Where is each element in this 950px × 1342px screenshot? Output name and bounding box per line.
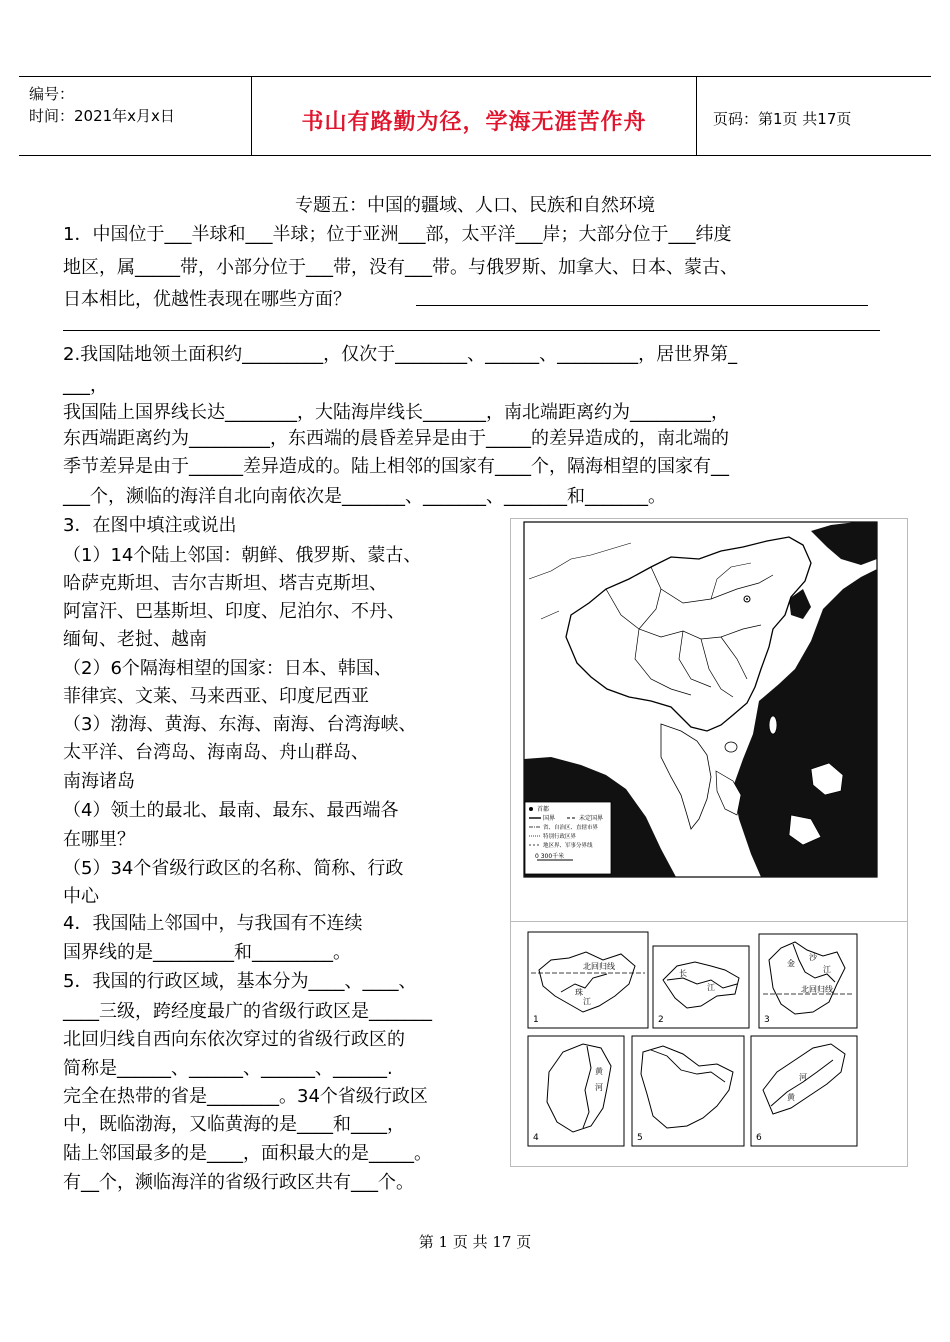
label-huang: 黄 — [595, 1067, 603, 1076]
q1-line: 日本相比，优越性表现在哪些方面？ — [63, 289, 351, 310]
label-he: 河 — [799, 1073, 807, 1082]
q1-line: 地区，属_____带，小部分位于___带，没有___带。与俄罗斯、加拿大、日本、蒙古、 — [63, 257, 738, 278]
legend-province-border: 省、自治区、直辖市界 — [543, 825, 599, 831]
q1-line: 1．中国位于___半球和___半球；位于亚洲___部，太平洋___岸；大部分位于___纬度 — [63, 224, 732, 245]
label-tropic: 北回归线 — [583, 962, 615, 971]
q2-line: 东西端距离约为_________，东西端的晨昏差异是由于_____的差异造成的，南北端的 — [63, 428, 729, 449]
header-meta-cell — [19, 77, 252, 155]
river-map-3 — [759, 934, 857, 1028]
river-maps — [511, 922, 907, 1166]
label-huang: 黄 — [787, 1093, 795, 1102]
river-maps-figure — [510, 921, 908, 1167]
q3-line: （4）领土的最北、最南、最东、最西端各 — [63, 800, 399, 821]
legend-sar-border: 特别行政区界 — [543, 834, 577, 840]
q5-line: 北回归线自西向东依次穿过的省级行政区的 — [63, 1029, 405, 1050]
q4-line: 国界线的是_________和_________。 — [63, 942, 351, 963]
map-number: 2 — [658, 1015, 664, 1025]
q3-line: 太平洋、台湾岛、海南岛、舟山群岛、 — [63, 742, 369, 763]
serial-label: 编号： — [29, 85, 75, 103]
q3-line: 哈萨克斯坦、吉尔吉斯坦、塔吉克斯坦、 — [63, 573, 387, 594]
map-number: 3 — [764, 1015, 770, 1025]
q3-line: 缅甸、老挝、越南 — [63, 629, 207, 650]
q3-line: （5）34个省级行政区的名称、简称、行政 — [63, 858, 404, 879]
q3-line: 中心 — [63, 886, 99, 907]
q3-line: 3．在图中填注或说出 — [63, 515, 237, 536]
map-number: 4 — [533, 1133, 539, 1143]
river-map-6 — [751, 1036, 857, 1146]
q5-line: 5．我国的行政区域，基本分为____、____、 — [63, 971, 417, 992]
header-motto-cell — [252, 77, 697, 155]
header-page-cell — [697, 77, 931, 155]
label-chang: 长 — [679, 969, 687, 978]
q2-line: 我国陆上国界线长达________，大陆海岸线长_______，南北端距离约为_________， — [63, 402, 729, 423]
q3-line: 阿富汗、巴基斯坦、印度、尼泊尔、不丹、 — [63, 601, 405, 622]
map-number: 1 — [533, 1015, 539, 1025]
map-number: 6 — [756, 1133, 762, 1143]
river-map-1 — [528, 932, 648, 1028]
answer-blank — [416, 305, 868, 306]
label-zhu: 珠 — [575, 988, 583, 997]
q5-line: 有__个，濒临海洋的省级行政区共有___个。 — [63, 1172, 414, 1193]
label-jiang: 江 — [823, 965, 831, 974]
label-tropic: 北回归线 — [801, 985, 833, 994]
label-sha: 沙 — [809, 953, 817, 962]
q2-line: ___个，濒临的海洋自北向南依次是_______、_______、_______和_______。 — [63, 486, 666, 507]
river-map-2 — [653, 946, 749, 1028]
answer-blank — [63, 330, 880, 331]
q5-line: 陆上邻国最多的是____，面积最大的是_____。 — [63, 1143, 432, 1164]
q5-line: 完全在热带的省是________。34个省级行政区 — [63, 1086, 428, 1107]
q5-line: 简称是______、______、______、______. — [63, 1058, 393, 1079]
q3-line: 南海诸岛 — [63, 771, 135, 792]
q3-line: 在哪里？ — [63, 829, 135, 850]
legend-scale: 0 300千米 — [535, 853, 565, 860]
q5-line: 中，既临渤海，又临黄海的是____和____， — [63, 1114, 405, 1135]
page-info: 页码：第1页 共17页 — [713, 110, 852, 128]
q3-line: （1）14个陆上邻国：朝鲜、俄罗斯、蒙古、 — [63, 545, 422, 566]
legend-border: 国界 — [543, 815, 556, 822]
china-map — [511, 519, 907, 922]
q3-line: 菲律宾、文莱、马来西亚、印度尼西亚 — [63, 686, 369, 707]
q5-line: ____三级，跨经度最广的省级行政区是_______ — [63, 1001, 432, 1022]
header-table — [19, 76, 931, 156]
q2-line: ___， — [63, 375, 108, 396]
river-map-4 — [528, 1036, 624, 1146]
date-label: 时间：2021年x月x日 — [29, 107, 175, 125]
q3-line: （2）6个隔海相望的国家：日本、韩国、 — [63, 658, 392, 679]
page-footer: 第 1 页 共 17 页 — [418, 1233, 532, 1251]
motto: 书山有路勤为径，学海无涯苦作舟 — [301, 110, 647, 135]
river-map-5 — [632, 1036, 744, 1146]
legend-district-border: 地区界、军事分界线 — [543, 843, 593, 849]
label-jin: 金 — [787, 959, 795, 968]
china-map-figure — [510, 518, 908, 923]
legend-undefined-border: 未定国界 — [579, 815, 604, 822]
legend-capital: 首都 — [537, 806, 550, 813]
q2-line: 季节差异是由于______差异造成的。陆上相邻的国家有____个，隔海相望的国家有__ — [63, 456, 729, 477]
label-jiang: 江 — [707, 983, 715, 992]
label-jiang: 江 — [583, 997, 591, 1006]
page-title: 专题五：中国的疆域、人口、民族和自然环境 — [295, 195, 655, 216]
map-legend — [525, 802, 611, 874]
label-he: 河 — [595, 1083, 603, 1092]
q3-line: （3）渤海、黄海、东海、南海、台湾海峡、 — [63, 714, 417, 735]
map-number: 5 — [637, 1133, 643, 1143]
q2-line: 2.我国陆地领土面积约_________，仅次于________、______、_________，居世界第_ — [63, 344, 738, 365]
q4-line: 4．我国陆上邻国中，与我国有不连续 — [63, 913, 363, 934]
